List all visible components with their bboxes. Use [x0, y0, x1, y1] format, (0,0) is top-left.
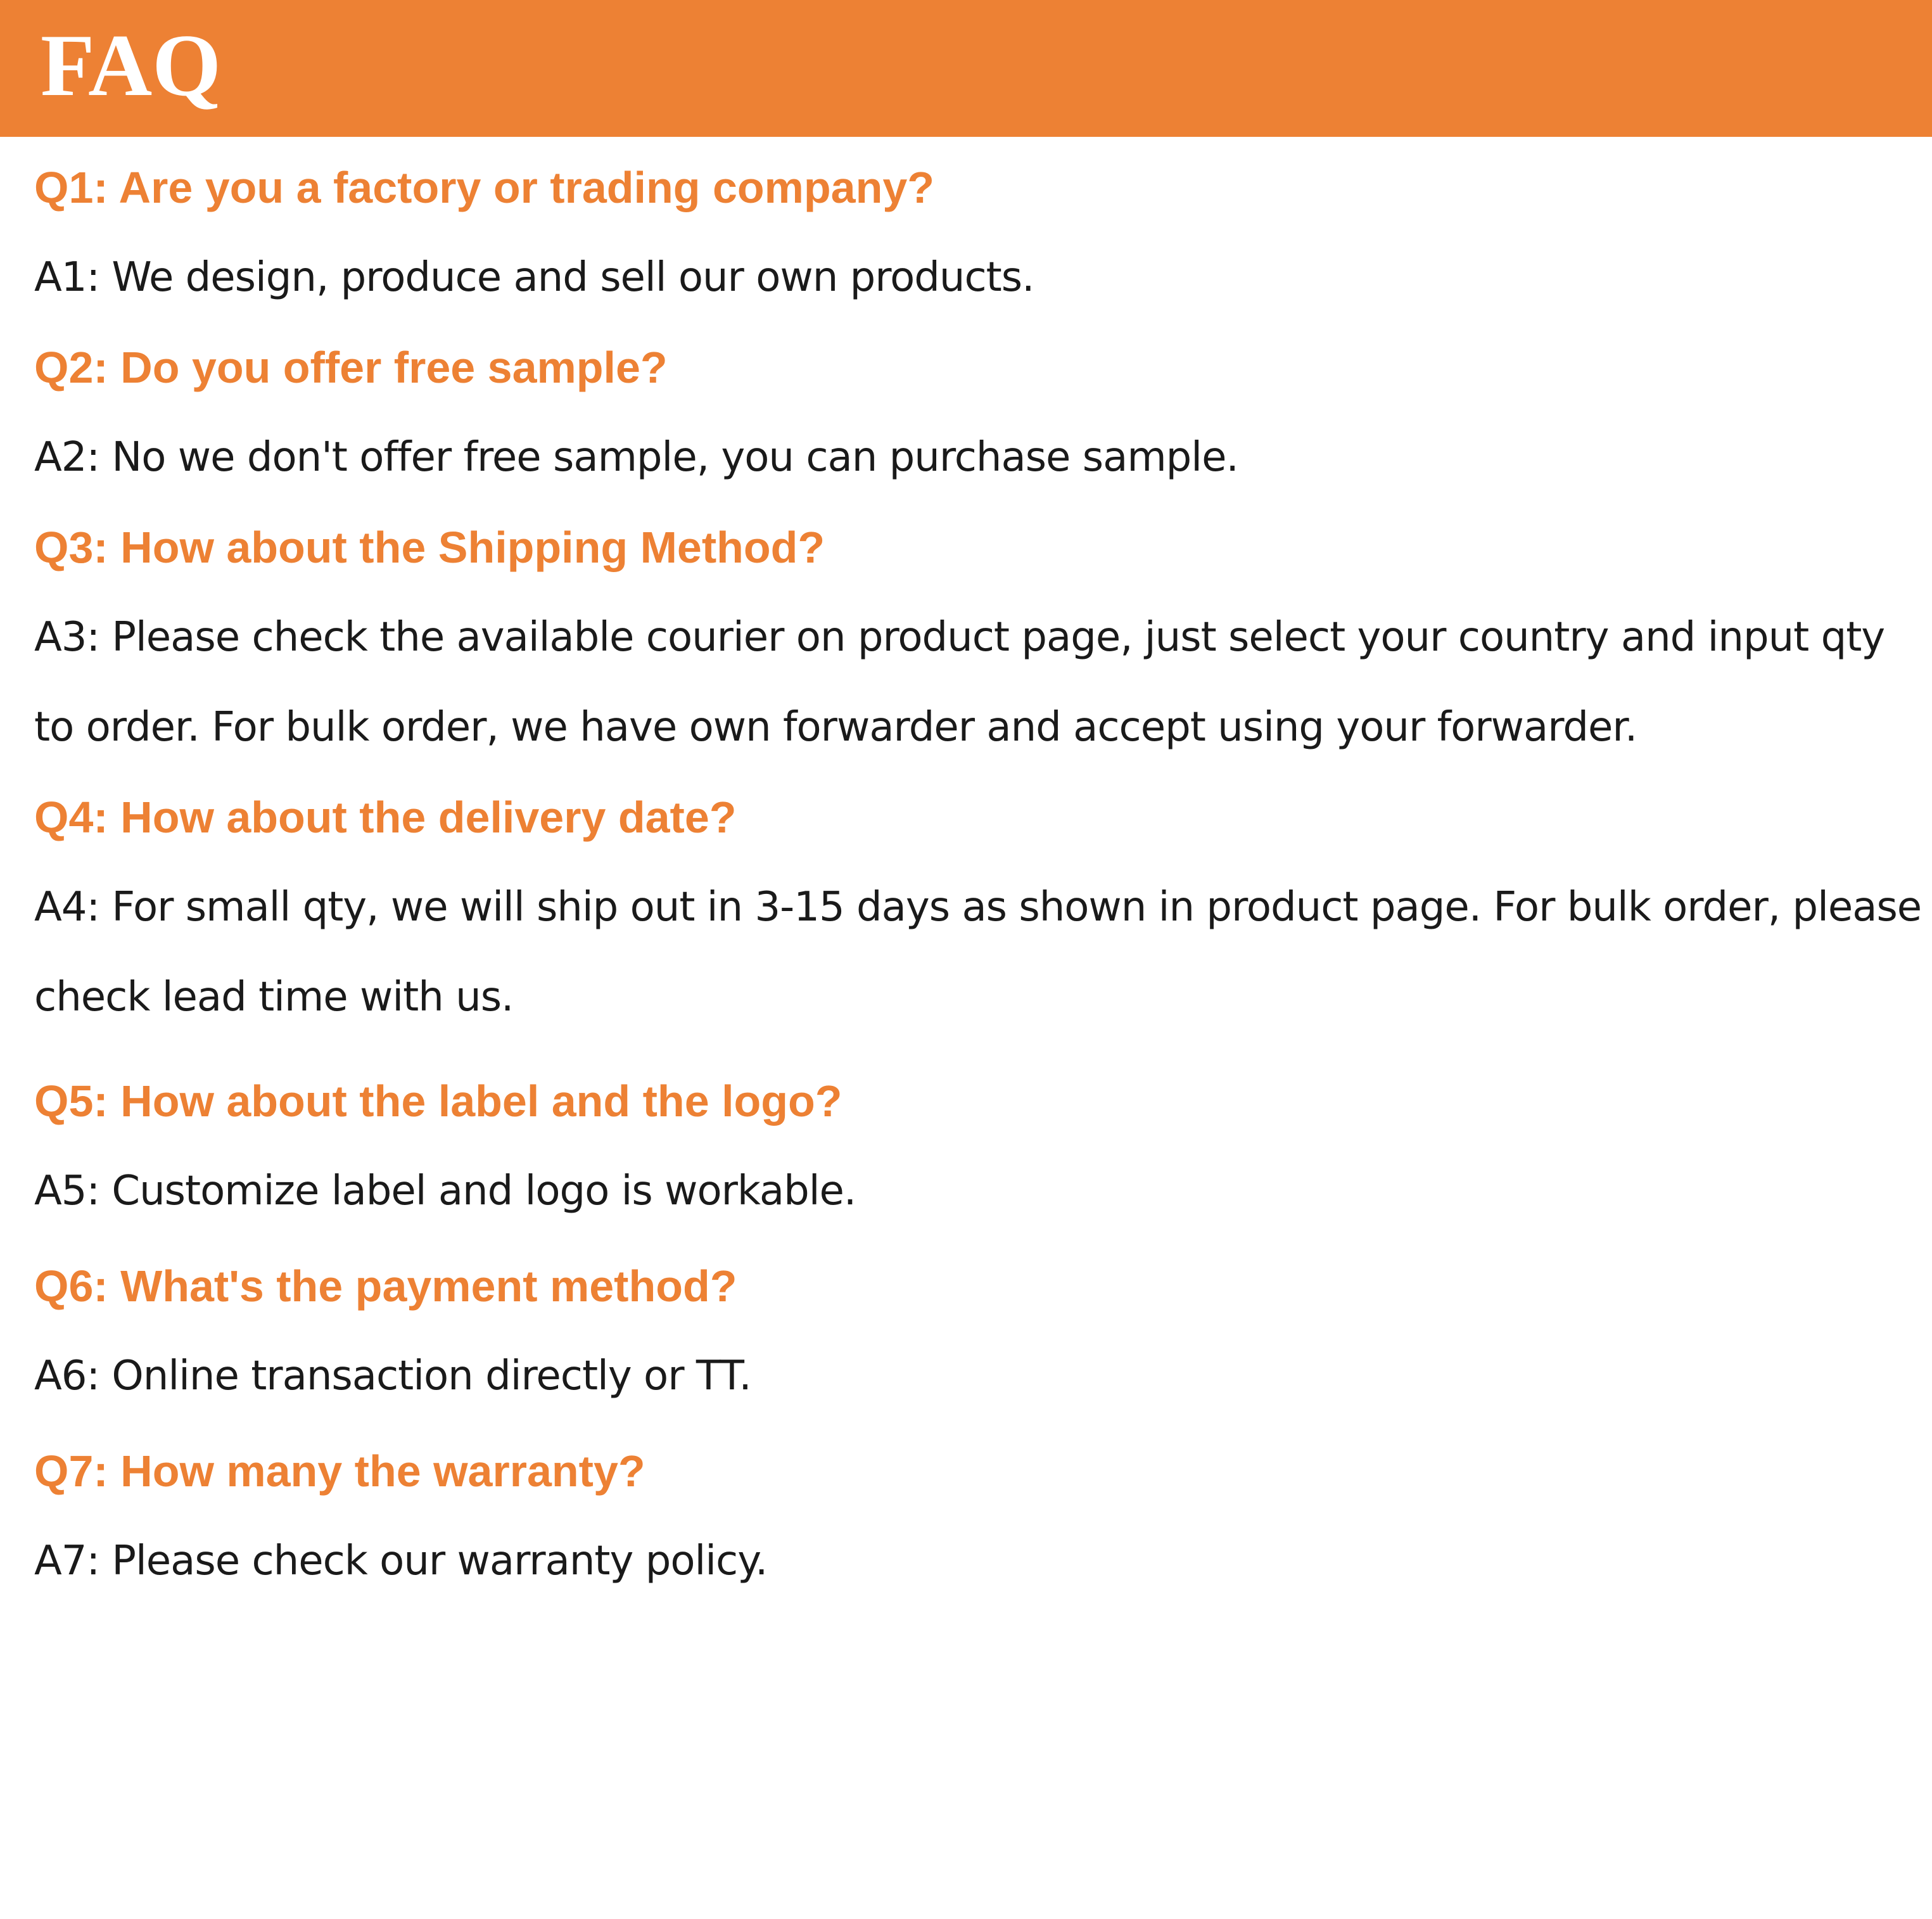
faq-item — [34, 322, 1922, 502]
faq-item — [34, 502, 1922, 772]
faq-question: Q3: How about the Shipping Method? — [34, 523, 825, 572]
faq-item — [34, 1241, 1922, 1421]
faq-item — [34, 1056, 1922, 1236]
faq-question: Q5: How about the label and the logo? — [34, 1076, 842, 1126]
faq-question: Q4: How about the delivery date? — [34, 793, 737, 842]
faq-question: Q7: How many the warranty? — [34, 1446, 645, 1496]
faq-question: Q2: Do you offer free sample? — [34, 343, 668, 392]
faq-item — [34, 1426, 1922, 1606]
page-title: FAQ — [41, 16, 222, 115]
faq-answer: A5: Customize label and logo is workable. — [34, 1168, 856, 1215]
faq-item — [34, 772, 1922, 1042]
faq-answer: A7: Please check our warranty policy. — [34, 1538, 768, 1584]
faq-answer: A1: We design, produce and sell our own products. — [34, 254, 1034, 301]
faq-item — [34, 143, 1922, 322]
faq-question: Q1: Are you a factory or trading company? — [34, 163, 935, 212]
faq-answer: A6: Online transaction directly or TT. — [34, 1353, 751, 1399]
faq-answer: A2: No we don't offer free sample, you can purchase sample. — [34, 434, 1238, 481]
faq-answer: A3: Please check the available courier on product page, just select your country and input qty to order. For bulk order, we have own forwarder and accept using your forwarder. — [34, 614, 1885, 751]
faq-answer: A4: For small qty, we will ship out in 3-15 days as shown in product page. For bulk order, please check lead time with us. — [34, 884, 1922, 1021]
faq-list — [34, 143, 1922, 1606]
faq-question: Q6: What's the payment method? — [34, 1261, 737, 1311]
faq-header-bar — [0, 0, 1932, 137]
